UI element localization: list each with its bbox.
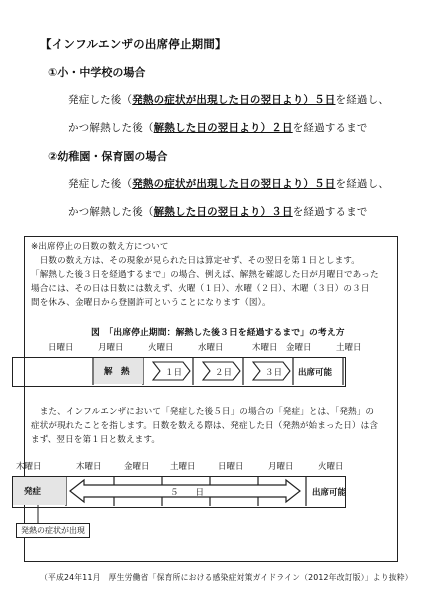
text: を経過し、 [335, 94, 390, 106]
day-label: 金曜日 [124, 462, 150, 472]
text: かつ解熱した後（ [68, 206, 154, 218]
note-p2-line2: 症状が現れたことを指します。日数を数える際は、発症した日（発熱が始まった日）は含 [31, 421, 379, 431]
day-label: 月曜日 [268, 462, 294, 472]
text-bold: 解熱した日の翌日より）２日 [153, 122, 293, 134]
callout-box: 発熱の症状が出現 [16, 523, 90, 538]
note-p2-line1: また、インフルエンザにおいて「発症した後５日」の場合の「発症」とは、「発熱」の [31, 407, 375, 417]
day-label: 月曜日 [98, 343, 124, 353]
text: 発症した後（ [68, 178, 133, 190]
section1-heading: ①小・中学校の場合 [48, 66, 146, 79]
note-p1-line4: 間を休み、金曜日から登園許可ということになります（図）。 [31, 298, 271, 308]
day-label: 火曜日 [318, 462, 344, 472]
day-label: 木曜日 [76, 462, 102, 472]
page-title: 【インフルエンザの出席停止期間】 [40, 37, 227, 51]
day-count-label: １日 [165, 368, 183, 378]
note-p2-line3: まず、翌日を第１日と数えます。 [31, 435, 161, 445]
day-count-label: ３日 [265, 368, 283, 378]
onset-label: 発症 [24, 487, 42, 497]
day-label: 日曜日 [48, 343, 74, 353]
note-p1-line2: 「解熱した後３日を経過するまで」の場合、例えば、解熱を確認した日が月曜日であった [31, 270, 379, 280]
day-count-label: ２日 [215, 368, 233, 378]
source-footnote: （平成24年11月 厚生労働省「保育所における感染症対策ガイドライン（2012年改訂版）」より抜粋） [40, 573, 413, 582]
fever-label: 解 熱 [104, 367, 130, 377]
text: 発症した後（ [68, 94, 133, 106]
day-label: 木曜日 [252, 343, 278, 353]
text-bold: 発熱の症状が出現した日の翌日より）５日 [132, 94, 336, 106]
day-label: 火曜日 [148, 343, 174, 353]
day-label: 水曜日 [198, 343, 224, 353]
note-p1-line3: 場合には、その日は日数には数えず、火曜（１日）、水曜（２日）、木曜（３日）の３日 [31, 284, 370, 294]
ok-label: 出席可能 [298, 368, 333, 378]
day-label: 土曜日 [170, 462, 196, 472]
text: かつ解熱した後（ [68, 122, 154, 134]
text-bold: 発熱の症状が出現した日の翌日より）５日 [132, 178, 336, 190]
section2-heading: ②幼稚園・保育園の場合 [48, 150, 168, 163]
day-label: 金曜日 [286, 343, 312, 353]
day-label: 木曜日 [16, 462, 42, 472]
text: を経過し、 [335, 178, 390, 190]
text: を経過するまで [292, 122, 368, 134]
day-label: 日曜日 [218, 462, 244, 472]
day-label: 土曜日 [336, 343, 362, 353]
text-bold: 解熱した日の翌日より）３日 [153, 206, 293, 218]
note-heading: ※出席停止の日数の数え方について [31, 242, 169, 252]
ok-label: 出席可能 [312, 488, 347, 498]
span-label: ５ 日 [170, 488, 205, 498]
note-p1-line1: 日数の数え方は、その現象が見られた日は算定せず、その翌日を第１日とします。 [31, 256, 360, 266]
text: を経過するまで [292, 206, 368, 218]
figure-caption: 図 「出席停止期間：解熱した後３日を経過するまで」の考え方 [91, 328, 345, 338]
